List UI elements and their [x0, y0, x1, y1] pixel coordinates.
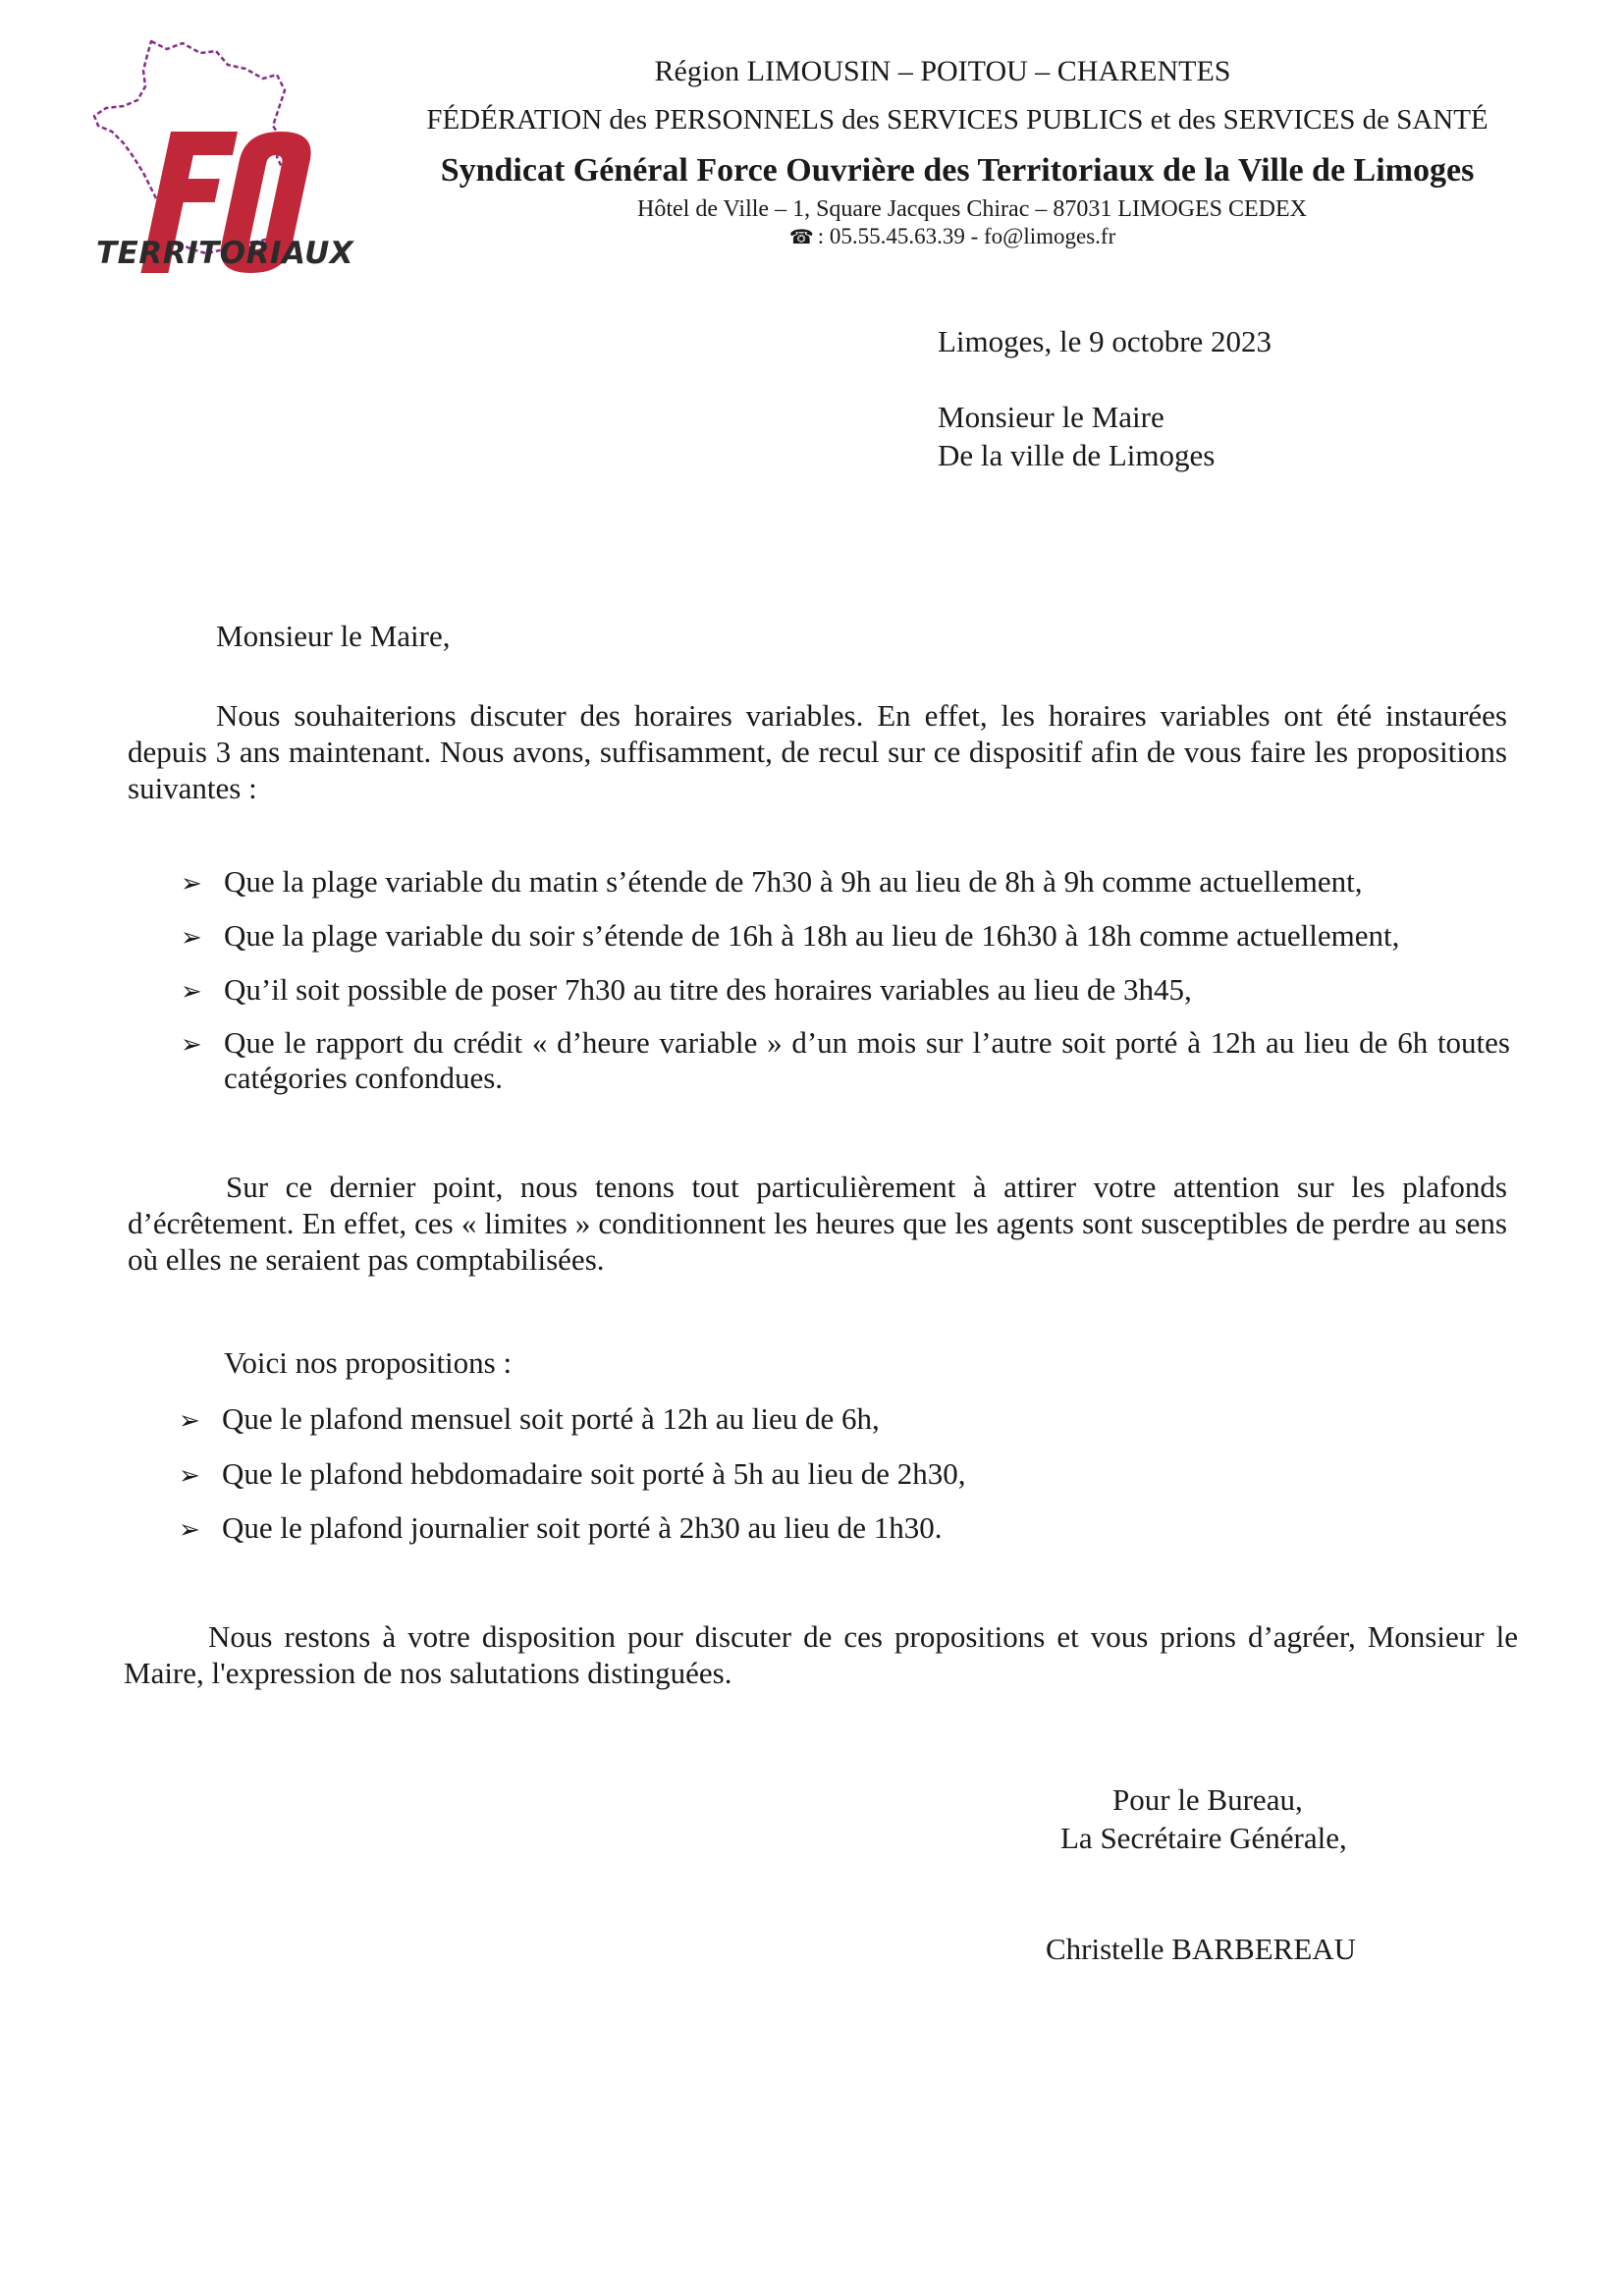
list-item — [181, 864, 1510, 900]
arrow-bullet-icon: ➢ — [181, 1030, 202, 1060]
proposals-heading: Voici nos propositions : — [224, 1345, 513, 1380]
recipient-line-2: De la ville de Limoges — [938, 438, 1216, 472]
region-title: Région LIMOUSIN – POITOU – CHARENTES — [654, 55, 1231, 87]
list-item — [179, 1456, 966, 1492]
closing-paragraph: Nous restons à votre disposition pour discuter de ces propositions et vous prions d’agréer, Monsieur le Maire, l'expression de nos salutations distinguées. — [124, 1619, 1518, 1690]
contact-text: : 05.55.45.63.39 - fo@limoges.fr — [817, 224, 1116, 248]
ceiling-text: Que le plafond hebdomadaire soit porté à 5h au lieu de 2h30, — [222, 1456, 966, 1491]
proposal-text: Que la plage variable du soir s’étende de 16h à 18h au lieu de 16h30 à 18h comme actuellement, — [224, 918, 1400, 953]
arrow-bullet-icon: ➢ — [179, 1461, 200, 1491]
syndicat-title: Syndicat Général Force Ouvrière des Territoriaux de la Ville de Limoges — [440, 152, 1475, 189]
ceiling-paragraph: Sur ce dernier point, nous tenons tout particulièrement à attirer votre attention sur les plafonds d’écrêtement. En effet, ces « limites » conditionnent les heures que les agents sont susceptibles de perdre au sens où elles ne seraient pas comptabilisées. — [128, 1170, 1507, 1277]
intro-paragraph: Nous souhaiterions discuter des horaires variables. En effet, les horaires variables ont été instaurées depuis 3 ans maintenant. Nous avons, suffisamment, de recul sur ce dispositif afin de vous faire les propositions suivantes : — [128, 698, 1507, 805]
ceiling-text: Que le plafond journalier soit porté à 2h30 au lieu de 1h30. — [222, 1510, 943, 1545]
list-item — [181, 972, 1510, 1008]
signatory-name: Christelle BARBEREAU — [1046, 1932, 1357, 1966]
arrow-bullet-icon: ➢ — [179, 1406, 200, 1436]
list-item — [181, 918, 1510, 954]
proposal-text: Qu’il soit possible de poser 7h30 au titre des horaires variables au lieu de 3h45, — [224, 972, 1192, 1007]
list-item — [179, 1401, 880, 1437]
arrow-bullet-icon: ➢ — [181, 923, 202, 953]
proposal-text: Que la plage variable du matin s’étende de 7h30 à 9h au lieu de 8h à 9h comme actuellement, — [224, 864, 1363, 899]
telephone-icon: ☎ — [788, 225, 814, 248]
letter-date: Limoges, le 9 octobre 2023 — [938, 324, 1272, 358]
arrow-bullet-icon: ➢ — [181, 977, 202, 1007]
list-item — [179, 1510, 943, 1546]
federation-title: FÉDÉRATION des PERSONNELS des SERVICES PUBLICS et des SERVICES de SANTÉ — [426, 104, 1489, 136]
arrow-bullet-icon: ➢ — [181, 869, 202, 899]
ceiling-text: Que le plafond mensuel soit porté à 12h au lieu de 6h, — [222, 1401, 880, 1436]
logo-caption: TERRITORIAUX — [96, 236, 354, 271]
list-item — [181, 1025, 1510, 1096]
signature-line-2: La Secrétaire Générale, — [1060, 1821, 1347, 1855]
signature-line-1: Pour le Bureau, — [1112, 1782, 1303, 1817]
salutation: Monsieur le Maire, — [216, 619, 451, 653]
france-map-logo — [90, 35, 424, 320]
syndicat-address: Hôtel de Ville – 1, Square Jacques Chirac – 87031 LIMOGES CEDEX — [637, 196, 1307, 222]
syndicat-contact — [746, 224, 1159, 249]
recipient-line-1: Monsieur le Maire — [938, 400, 1164, 434]
proposal-text: Que le rapport du crédit « d’heure variable » d’un mois sur l’autre soit porté à 12h au lieu de 6h toutes catégories confondues. — [224, 1025, 1510, 1095]
fo-logo — [90, 35, 424, 320]
arrow-bullet-icon: ➢ — [179, 1515, 200, 1545]
